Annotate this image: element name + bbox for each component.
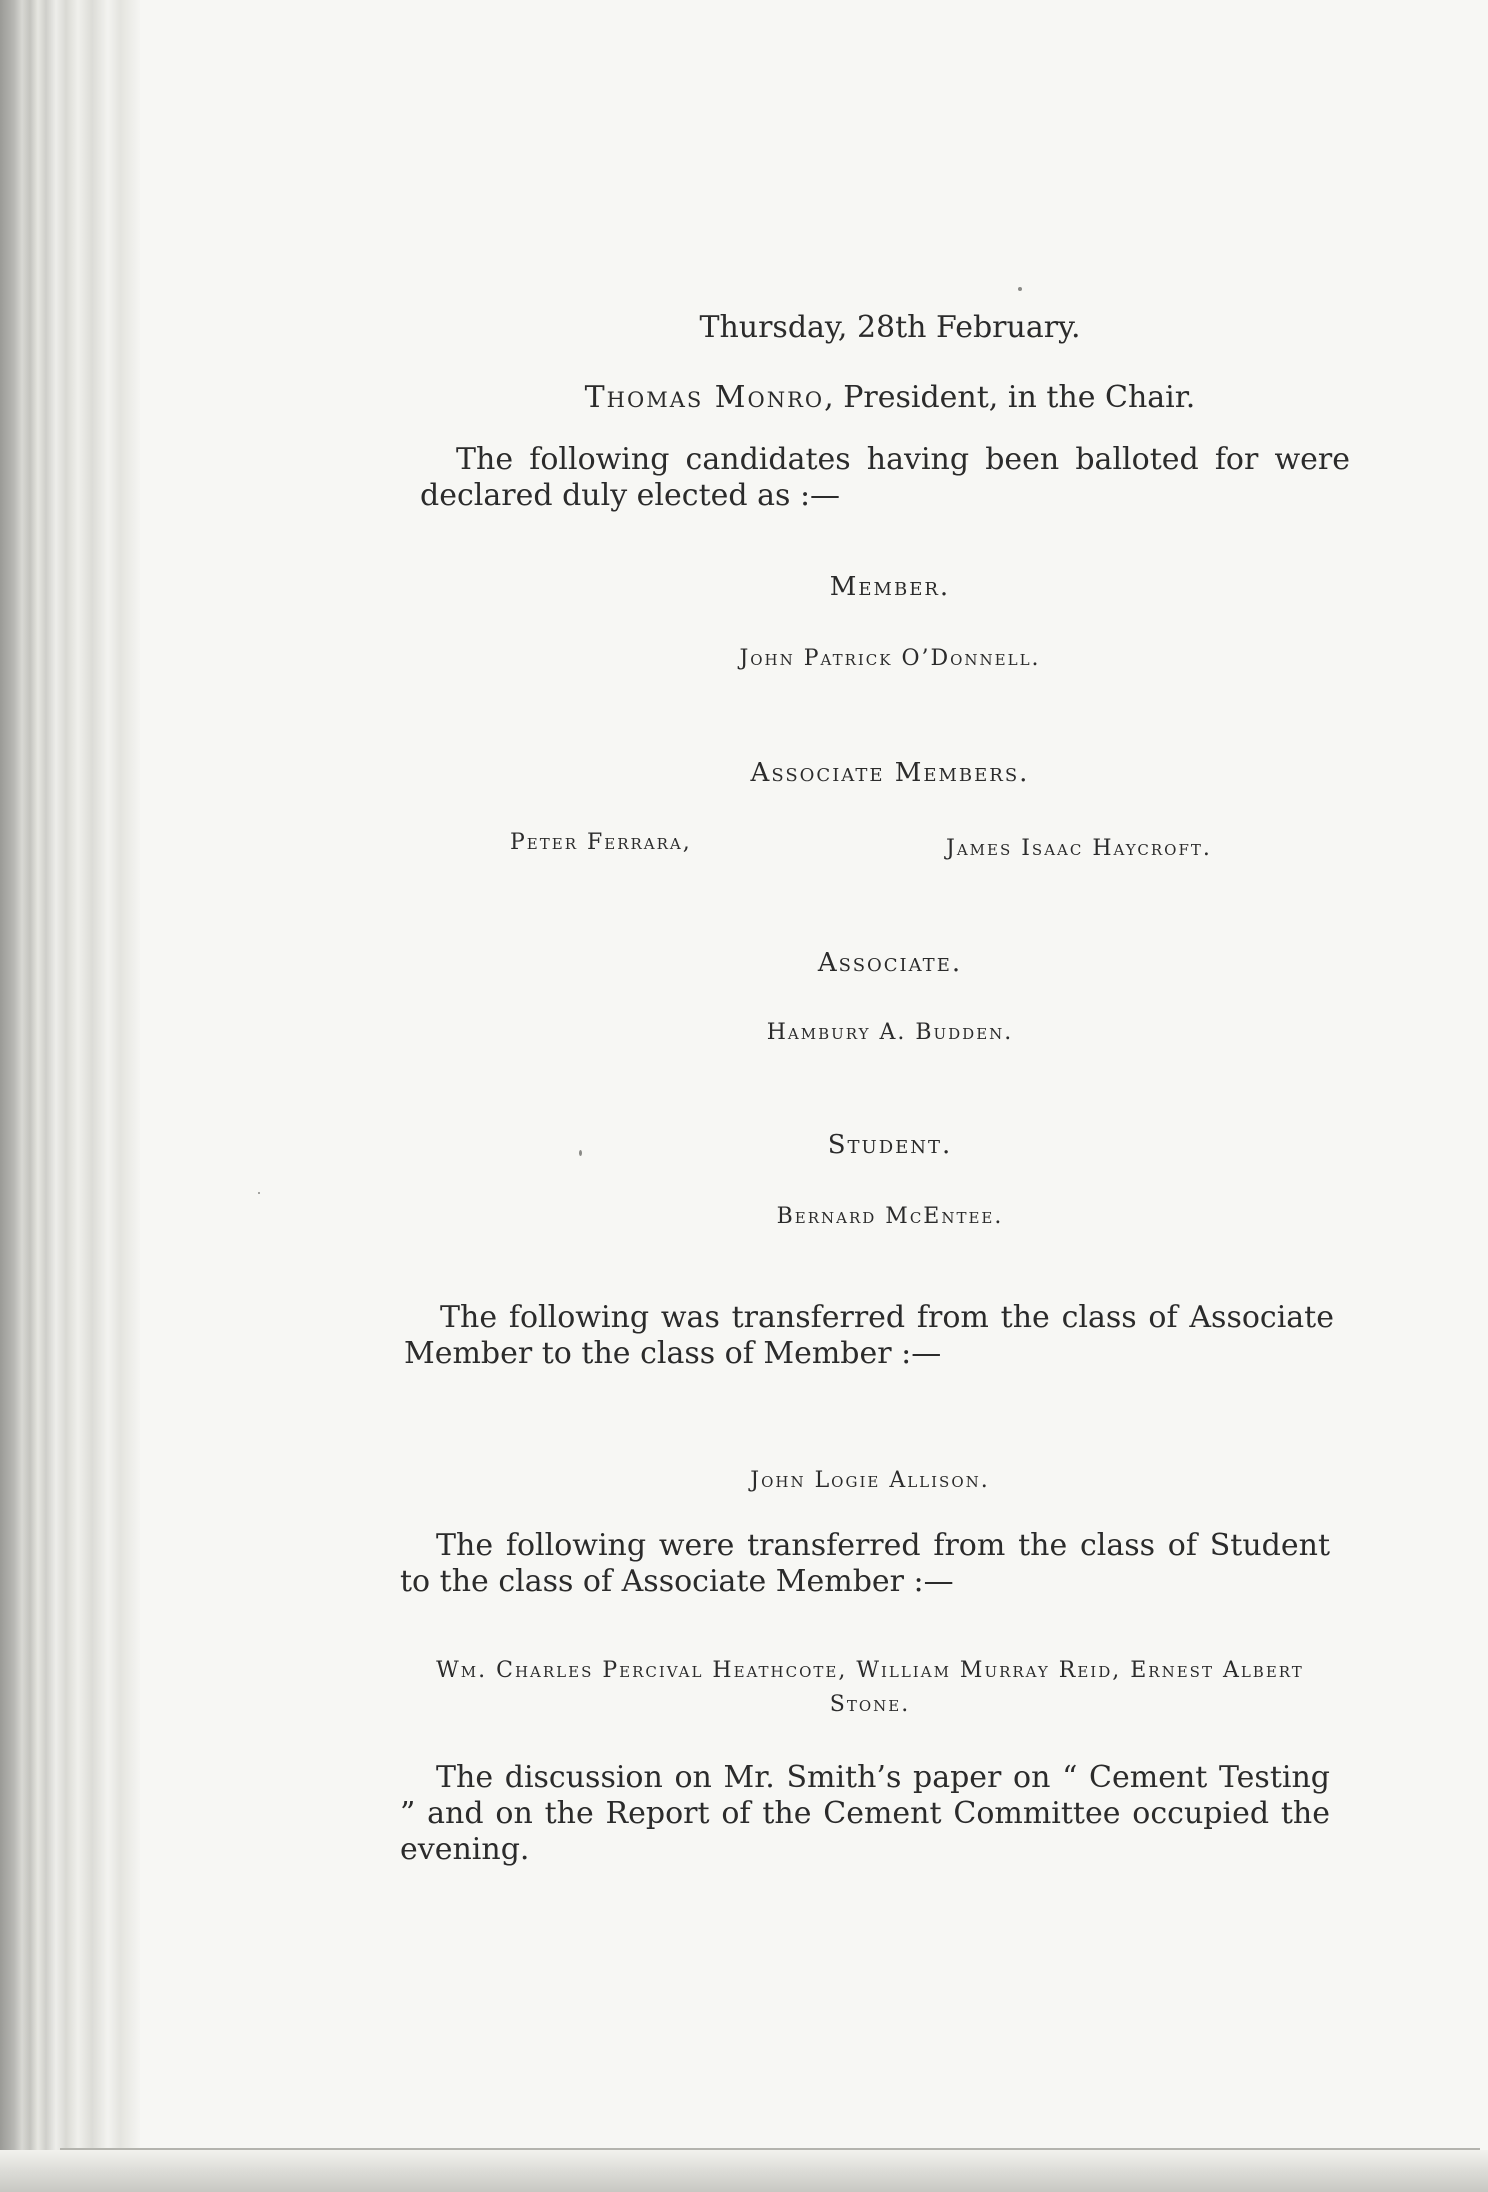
transfer-student-paragraph: The following were transferred from the class of Student to the class of Associate Member :— bbox=[400, 1528, 1330, 1599]
associate-heading: Associate. bbox=[817, 948, 963, 978]
associate-member-name-right: James Isaac Haycroft. bbox=[946, 836, 1212, 861]
member-names: John Patrick O’Donnell. bbox=[739, 646, 1041, 671]
chair-role: , President, in the Chair. bbox=[824, 380, 1196, 415]
ink-speck bbox=[258, 1192, 260, 1194]
transfer-member-name: John Logie Allison. bbox=[750, 1468, 990, 1493]
student-heading: Student. bbox=[827, 1130, 953, 1160]
ink-speck bbox=[1018, 287, 1022, 291]
book-page-edges bbox=[0, 0, 140, 2192]
member-heading: Member. bbox=[829, 572, 951, 602]
transfer-member-paragraph: The following was transferred from the class of Associate Member to the class of Member :— bbox=[404, 1300, 1334, 1371]
chair-line bbox=[380, 380, 1400, 415]
chair-name: Thomas Monro bbox=[584, 380, 825, 415]
associate-member-name-left: Peter Ferrara, bbox=[510, 830, 692, 855]
associate-names: Hambury A. Budden. bbox=[766, 1020, 1014, 1045]
bottom-edge-shadow bbox=[0, 2150, 1488, 2192]
meeting-date: Thursday, 28th February. bbox=[699, 310, 1081, 345]
student-names: Bernard McEntee. bbox=[776, 1204, 1004, 1229]
associate-members-heading: Associate Members. bbox=[750, 758, 1030, 788]
transfer-student-names: Wm. Charles Percival Heathcote, William Murray Reid, Ernest Albert Stone. bbox=[436, 1658, 1304, 1717]
intro-paragraph: The following candidates having been balloted for were declared duly elected as :— bbox=[420, 442, 1350, 513]
discussion-paragraph: The discussion on Mr. Smith’s paper on “ Cement Testing ” and on the Report of the Cement Committee occupied the evening. bbox=[400, 1760, 1330, 1867]
